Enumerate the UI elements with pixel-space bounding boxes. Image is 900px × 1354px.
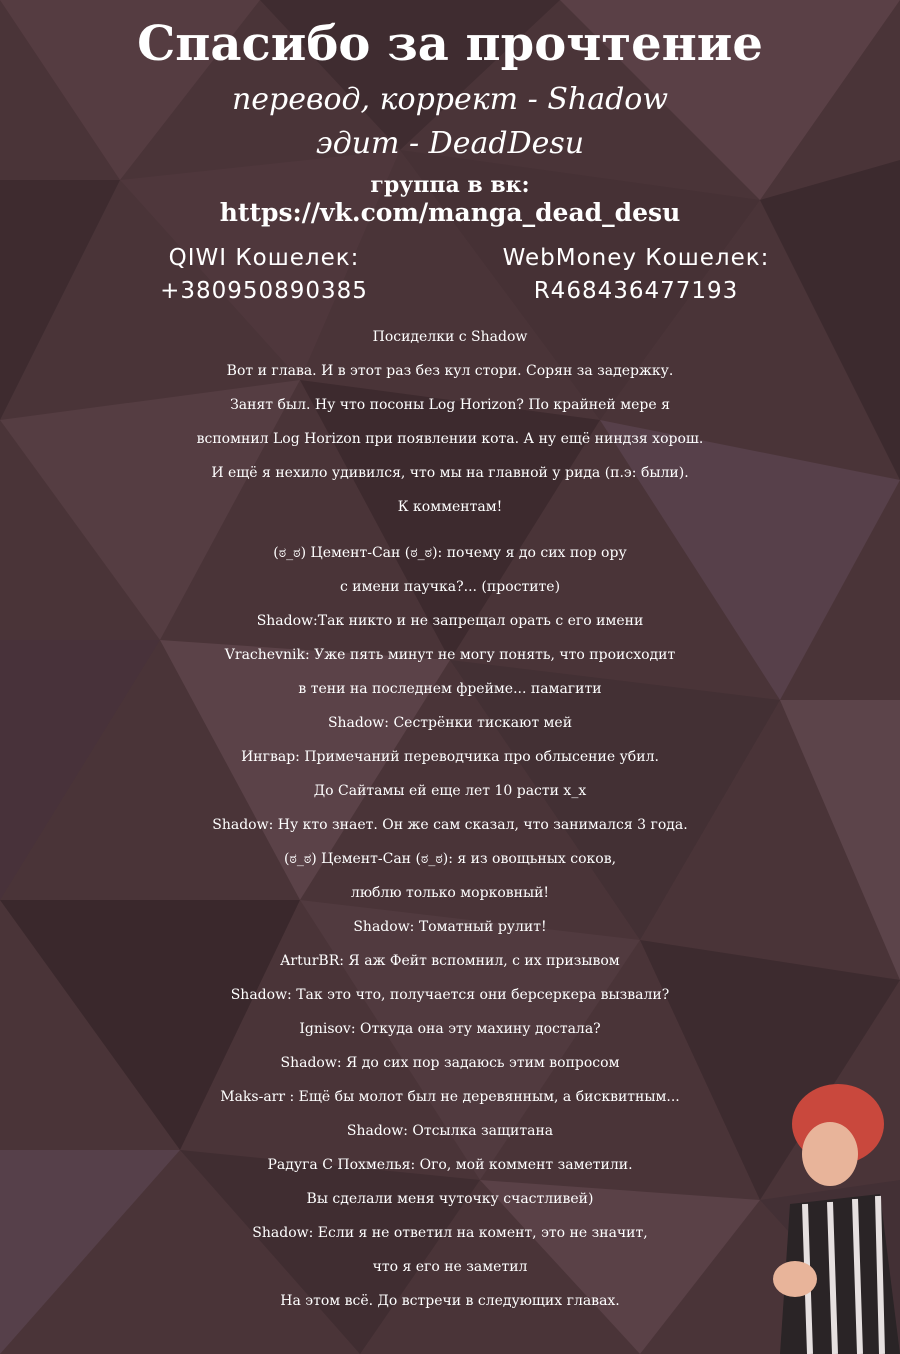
- comment-line: Радуга С Похмелья: Ого, мой коммент заметили.: [267, 1157, 633, 1173]
- page-title: Спасибо за прочтение: [137, 16, 763, 72]
- comment-line: Shadow: Томатный рулит!: [353, 919, 547, 935]
- webmoney-number: R468436477193: [533, 278, 739, 304]
- comment-line: Shadow: Ну кто знает. Он же сам сказал, что занимался 3 года.: [212, 817, 688, 833]
- comment-line: ArturBR: Я аж Фейт вспомнил, с их призывом: [280, 953, 620, 969]
- comment-line: Shadow:Так никто и не запрещал орать с его имени: [256, 613, 644, 629]
- comment-line: Shadow: Я до сих пор задаюсь этим вопросом: [280, 1055, 620, 1071]
- comment-line: что я его не заметил: [372, 1259, 528, 1275]
- intro-heading: Посиделки с Shadow: [372, 329, 528, 345]
- comment-line: в тени на последнем фрейме... памагити: [298, 681, 602, 697]
- qiwi-label: QIWI Кошелек:: [168, 245, 360, 271]
- comment-line: (ಠ_ಠ) Цемент-Сан (ಠ_ಠ): почему я до сих пор ору: [273, 545, 627, 561]
- comment-line: с имени паучка?... (простите): [339, 579, 561, 595]
- comment-line: Ингвар: Примечаний переводчика про облысение убил.: [241, 749, 659, 765]
- translator-credit: перевод, коррект - Shadow: [231, 82, 669, 117]
- comment-line: До Сайтамы ей еще лет 10 расти x_x: [313, 783, 587, 799]
- comment-line: Shadow: Сестрёнки тискают мей: [327, 715, 573, 731]
- comment-line: Ignisov: Откуда она эту махину достала?: [299, 1021, 601, 1037]
- intro-line: Вот и глава. И в этот раз без кул стори. Сорян за задержку.: [226, 363, 674, 379]
- comment-line: Vrachevnik: Уже пять минут не могу понять, что происходит: [224, 647, 676, 663]
- comment-line: Maks-arr : Ещё бы молот был не деревянным, а бисквитным...: [220, 1089, 680, 1105]
- group-label: группа в вк:: [370, 172, 530, 198]
- notes-text: [0, 320, 900, 1318]
- comment-line: Shadow: Отсылка защитана: [346, 1123, 554, 1139]
- comment-line: люблю только морковный!: [350, 885, 550, 901]
- group-link[interactable]: https://vk.com/manga_dead_desu: [219, 198, 681, 227]
- intro-line: И ещё я нехило удивился, что мы на главной у рида (п.э: были).: [211, 465, 689, 481]
- comment-line: Shadow: Так это что, получается они берсеркера вызвали?: [230, 987, 670, 1003]
- comment-line: (ಠ_ಠ) Цемент-Сан (ಠ_ಠ): я из овощьных соков,: [283, 851, 617, 867]
- closing-line: На этом всё. До встречи в следующих главах.: [280, 1293, 620, 1309]
- editor-credit: эдит - DeadDesu: [315, 126, 585, 161]
- intro-line: Занят был. Ну что посоны Log Horizon? По крайней мере я: [230, 397, 670, 413]
- intro-line: К комментам!: [397, 499, 503, 515]
- intro-line: вспомнил Log Horizon при появлении кота. А ну ещё ниндзя хорош.: [196, 431, 704, 447]
- comment-line: Shadow: Если я не ответил на комент, это не значит,: [252, 1225, 648, 1241]
- comment-line: Вы сделали меня чуточку счастливей): [306, 1191, 594, 1207]
- qiwi-number: +380950890385: [160, 278, 368, 304]
- webmoney-label: WebMoney Кошелек:: [502, 245, 770, 271]
